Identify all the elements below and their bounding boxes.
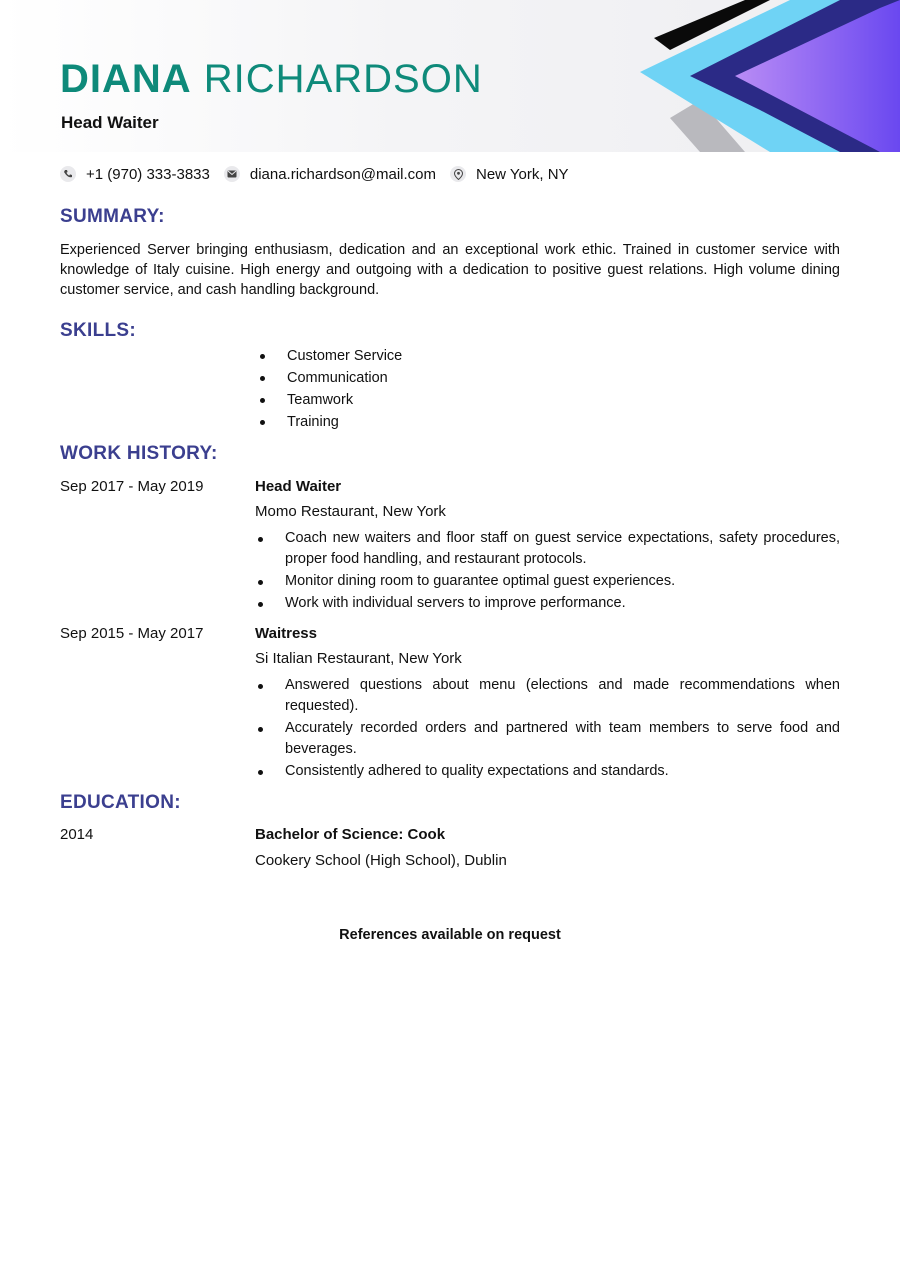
phone-icon xyxy=(60,166,76,182)
location-pin-icon xyxy=(450,166,466,182)
job-company: Si Italian Restaurant, New York xyxy=(255,650,462,667)
duty-item: Consistently adhered to quality expectations and standards. xyxy=(255,761,840,782)
job-duties-list xyxy=(255,528,840,615)
duty-item: Answered questions about menu (elections and made recommendations when requested). xyxy=(255,675,840,717)
duty-item: Work with individual servers to improve performance. xyxy=(255,593,840,614)
references-note: References available on request xyxy=(339,927,561,943)
duty-item: Accurately recorded orders and partnered with team members to serve food and beverages. xyxy=(255,718,840,760)
header-banner xyxy=(0,0,900,152)
job-title: Waitress xyxy=(255,625,317,642)
skill-item: Training xyxy=(260,411,402,433)
summary-heading: SUMMARY: xyxy=(60,206,165,227)
job-role: Head Waiter xyxy=(61,113,159,132)
job-dates: Sep 2017 - May 2019 xyxy=(60,478,204,495)
contact-bar xyxy=(60,164,577,184)
job-company: Momo Restaurant, New York xyxy=(255,503,446,520)
candidate-name xyxy=(60,56,483,102)
skills-heading: SKILLS: xyxy=(60,320,136,341)
skill-item: Customer Service xyxy=(260,345,402,367)
job-duties-list xyxy=(255,675,840,783)
email-address[interactable]: diana.richardson@mail.com xyxy=(249,165,436,183)
last-name: RICHARDSON xyxy=(203,57,483,101)
skills-list xyxy=(260,345,402,433)
location-text: New York, NY xyxy=(476,165,569,183)
first-name: DIANA xyxy=(60,57,192,101)
skill-item: Communication xyxy=(260,367,402,389)
phone-number[interactable]: +1 (970) 333-3833 xyxy=(86,165,210,183)
contact-location xyxy=(450,166,569,183)
contact-phone xyxy=(60,166,210,183)
summary-text: Experienced Server bringing enthusiasm, dedication and an exceptional work ethic. Trained in customer service with knowledge of Italy cuisine. High energy and outgoing with a dedication to positive guest relations. High volume dining customer service, and cash handling background. xyxy=(60,242,840,298)
email-icon xyxy=(224,166,240,182)
education-heading: EDUCATION: xyxy=(60,792,181,813)
duty-item: Monitor dining room to guarantee optimal guest experiences. xyxy=(255,571,840,592)
skill-item: Teamwork xyxy=(260,389,402,411)
duty-item: Coach new waiters and floor staff on guest service expectations, safety procedures, proper food handling, and restaurant protocols. xyxy=(255,528,840,570)
education-year: 2014 xyxy=(60,826,94,843)
job-title: Head Waiter xyxy=(255,478,342,495)
work-history-heading: WORK HISTORY: xyxy=(60,443,218,464)
education-degree: Bachelor of Science: Cook xyxy=(255,826,446,843)
decorative-chevron-graphic xyxy=(640,0,900,152)
job-dates: Sep 2015 - May 2017 xyxy=(60,625,204,642)
education-school: Cookery School (High School), Dublin xyxy=(255,852,507,869)
contact-email xyxy=(224,166,436,183)
